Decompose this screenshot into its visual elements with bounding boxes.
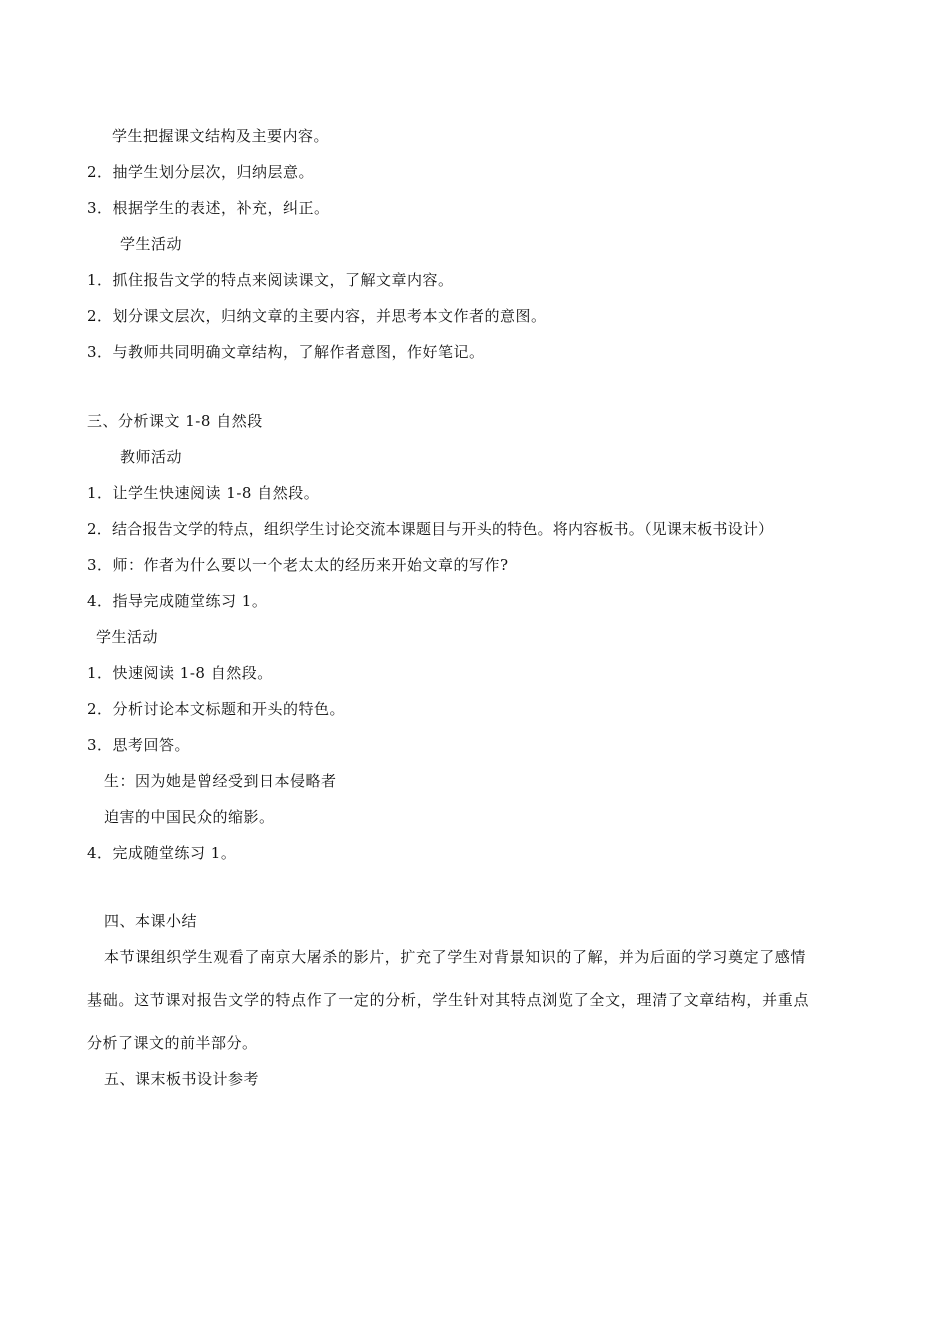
section-heading: 三、分析课文 1-8 自然段 bbox=[87, 412, 263, 430]
text-line: 2．分析讨论本文标题和开头的特色。 bbox=[87, 700, 346, 718]
text-line: 4．完成随堂练习 1。 bbox=[87, 844, 237, 862]
text-line: 4．指导完成随堂练习 1。 bbox=[87, 592, 268, 610]
section-heading: 五、课末板书设计参考 bbox=[104, 1070, 260, 1088]
text-line: 1．让学生快速阅读 1-8 自然段。 bbox=[87, 484, 320, 502]
text-line: 3．根据学生的表述，补充，纠正。 bbox=[87, 199, 330, 217]
text-line: 迫害的中国民众的缩影。 bbox=[104, 808, 275, 826]
paragraph-line: 基础。这节课对报告文学的特点作了一定的分析，学生针对其特点浏览了全文，理清了文章结构，并重点 bbox=[87, 991, 810, 1009]
section-subheading: 学生活动 bbox=[120, 235, 183, 253]
text-line: 1．抓住报告文学的特点来阅读课文，了解文章内容。 bbox=[87, 271, 454, 289]
text-line: 1．快速阅读 1-8 自然段。 bbox=[87, 664, 273, 682]
text-line: 学生把握课文结构及主要内容。 bbox=[112, 127, 330, 145]
paragraph-line: 本节课组织学生观看了南京大屠杀的影片，扩充了学生对背景知识的了解，并为后面的学习奠定了感情 bbox=[104, 948, 807, 966]
paragraph-line: 分析了课文的前半部分。 bbox=[87, 1034, 258, 1052]
section-subheading: 教师活动 bbox=[120, 448, 183, 466]
text-line: 2．结合报告文学的特点，组织学生讨论交流本课题目与开头的特色。将内容板书。（见课末板书设计） bbox=[87, 520, 774, 538]
text-line: 2．抽学生划分层次，归纳层意。 bbox=[87, 163, 315, 181]
text-line: 3．与教师共同明确文章结构，了解作者意图，作好笔记。 bbox=[87, 343, 485, 361]
text-line: 3．思考回答。 bbox=[87, 736, 191, 754]
section-subheading: 学生活动 bbox=[96, 628, 159, 646]
text-line: 生：因为她是曾经受到日本侵略者 bbox=[104, 772, 337, 790]
text-line: 2．划分课文层次，归纳文章的主要内容，并思考本文作者的意图。 bbox=[87, 307, 547, 325]
section-heading: 四、本课小结 bbox=[104, 912, 198, 930]
text-line: 3．师：作者为什么要以一个老太太的经历来开始文章的写作? bbox=[87, 556, 509, 574]
